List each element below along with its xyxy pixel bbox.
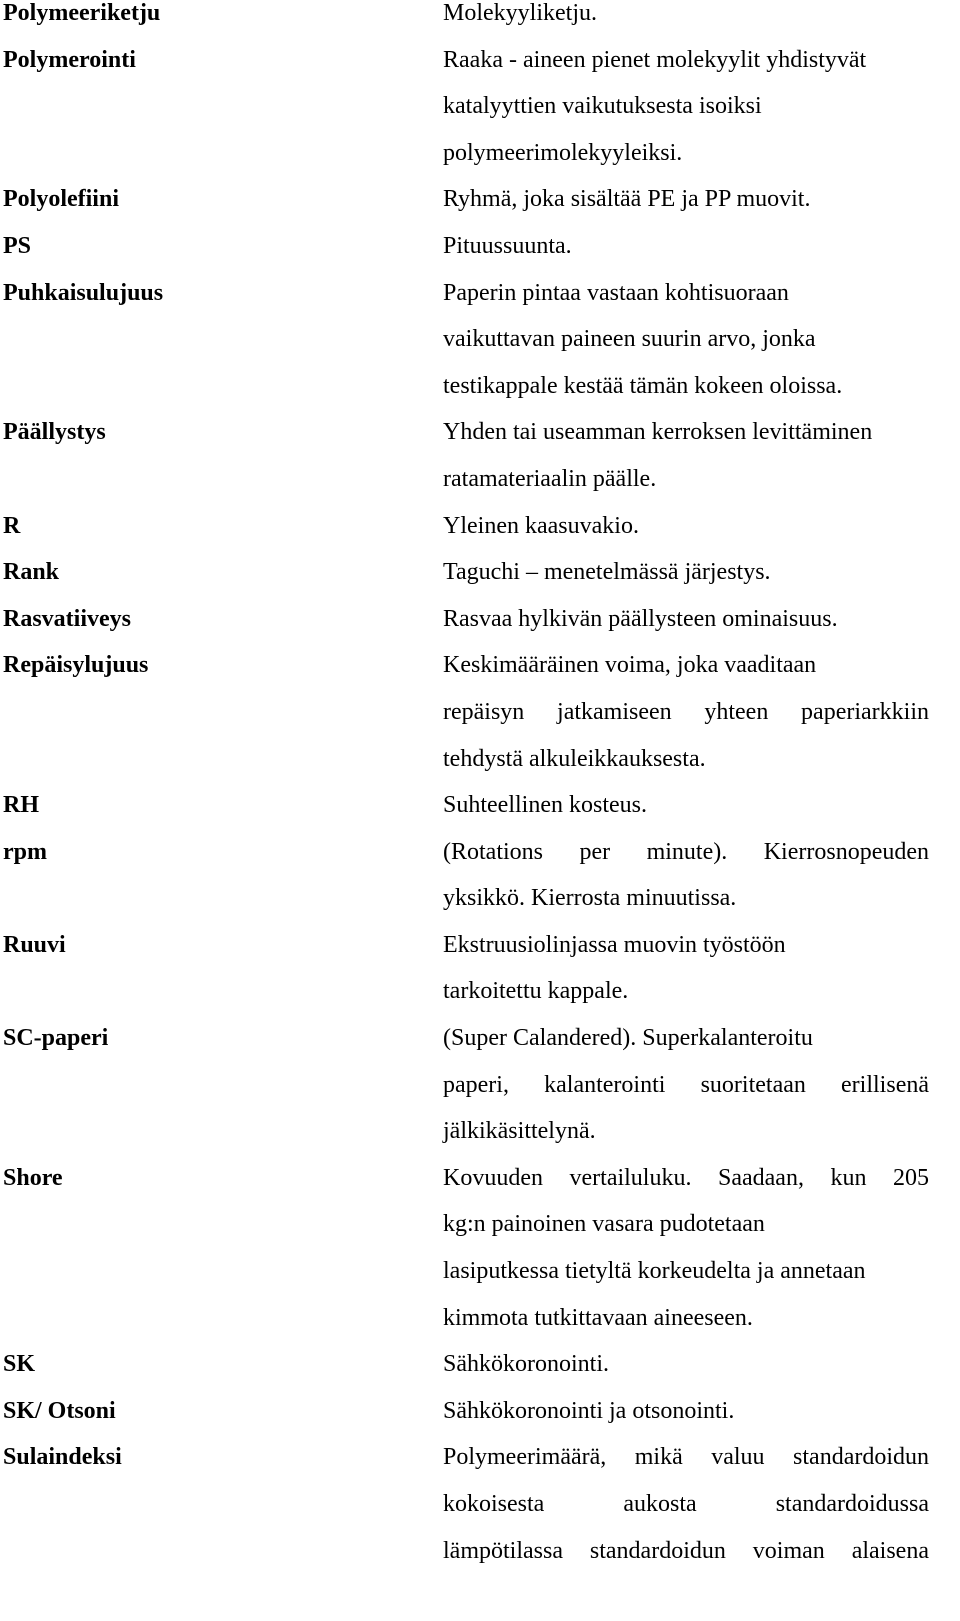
glossary-definition: Molekyyliketju. <box>443 0 597 26</box>
glossary-term: Polyolefiini <box>3 186 119 213</box>
glossary-term: Ruuvi <box>3 931 66 958</box>
glossary-term: Päällystys <box>3 419 106 446</box>
glossary-term: Puhkaisulujuus <box>3 279 164 306</box>
glossary-definition: tehdystä alkuleikkauksesta. <box>443 745 706 772</box>
glossary-term: Repäisylujuus <box>3 652 149 679</box>
glossary-term: Rasvatiiveys <box>3 605 131 632</box>
glossary-term: R <box>3 512 21 539</box>
glossary-definition: Kovuuden vertailuluku. Saadaan, kun 205 <box>443 1164 929 1191</box>
glossary-definition: (Super Calandered). Superkalanteroitu <box>443 1025 813 1052</box>
glossary-definition: (Rotations per minute). Kierrosnopeuden <box>443 838 929 865</box>
glossary-definition: Yhden tai useamman kerroksen levittäminen <box>443 419 873 446</box>
glossary-definition: paperi, kalanterointi suoritetaan erillisenä <box>443 1071 929 1098</box>
glossary-definition: vaikuttavan paineen suurin arvo, jonka <box>443 326 816 353</box>
glossary-definition: katalyyttien vaikutuksesta isoiksi <box>443 93 762 120</box>
glossary-term: Sulaindeksi <box>3 1444 122 1471</box>
glossary-term: Polymerointi <box>3 46 136 73</box>
glossary-definition: Taguchi – menetelmässä järjestys. <box>443 559 771 586</box>
glossary-definition: kimmota tutkittavaan aineeseen. <box>443 1304 753 1331</box>
glossary-definition: tarkoitettu kappale. <box>443 978 629 1005</box>
glossary-definition: Raaka - aineen pienet molekyylit yhdistyvät <box>443 46 867 73</box>
glossary-definition: lasiputkessa tietyltä korkeudelta ja annetaan <box>443 1258 866 1285</box>
glossary-term: Shore <box>3 1164 63 1191</box>
glossary-definition: kokoisesta aukosta standardoidussa <box>443 1491 929 1517</box>
glossary-definition: Paperin pintaa vastaan kohtisuoraan <box>443 279 789 306</box>
glossary-term: rpm <box>3 838 47 865</box>
glossary-definition: lämpötilassa standardoidun voiman alaisena <box>443 1537 929 1564</box>
glossary-definition: yksikkö. Kierrosta minuutissa. <box>443 885 737 912</box>
glossary-definition: Rasvaa hylkivän päällysteen ominaisuus. <box>443 605 838 632</box>
glossary-term: PS <box>3 232 32 259</box>
glossary-definition: Yleinen kaasuvakio. <box>443 512 639 539</box>
glossary-term: SK/ Otsoni <box>3 1397 116 1424</box>
glossary-definition: Sähkökoronointi. <box>443 1351 609 1378</box>
glossary-definition: Pituussuunta. <box>443 232 572 259</box>
glossary-definition: ratamateriaalin päälle. <box>443 465 657 492</box>
glossary-term: Polymeeriketju <box>3 0 161 26</box>
glossary-definition: testikappale kestää tämän kokeen oloissa. <box>443 372 843 399</box>
glossary-definition: jälkikäsittelynä. <box>443 1118 596 1145</box>
glossary-definition: Sähkökoronointi ja otsonointi. <box>443 1397 735 1424</box>
glossary-definition: Ryhmä, joka sisältää PE ja PP muovit. <box>443 186 811 213</box>
glossary-definition: Keskimääräinen voima, joka vaaditaan <box>443 652 817 679</box>
glossary-term: RH <box>3 792 39 819</box>
glossary-line <box>0 1538 960 1585</box>
glossary-definition: Polymeerimäärä, mikä valuu standardoidun <box>443 1444 929 1471</box>
glossary-term: SK <box>3 1351 36 1378</box>
glossary-definition: Suhteellinen kosteus. <box>443 792 647 819</box>
glossary-definition: Ekstruusiolinjassa muovin työstöön <box>443 931 786 958</box>
glossary-definition: kg:n painoinen vasara pudotetaan <box>443 1211 765 1238</box>
glossary-definition: repäisyn jatkamiseen yhteen paperiarkkiin <box>443 698 929 725</box>
glossary-term: Rank <box>3 559 60 586</box>
glossary-term: SC-paperi <box>3 1025 109 1052</box>
glossary-definition: polymeerimolekyyleiksi. <box>443 139 683 166</box>
